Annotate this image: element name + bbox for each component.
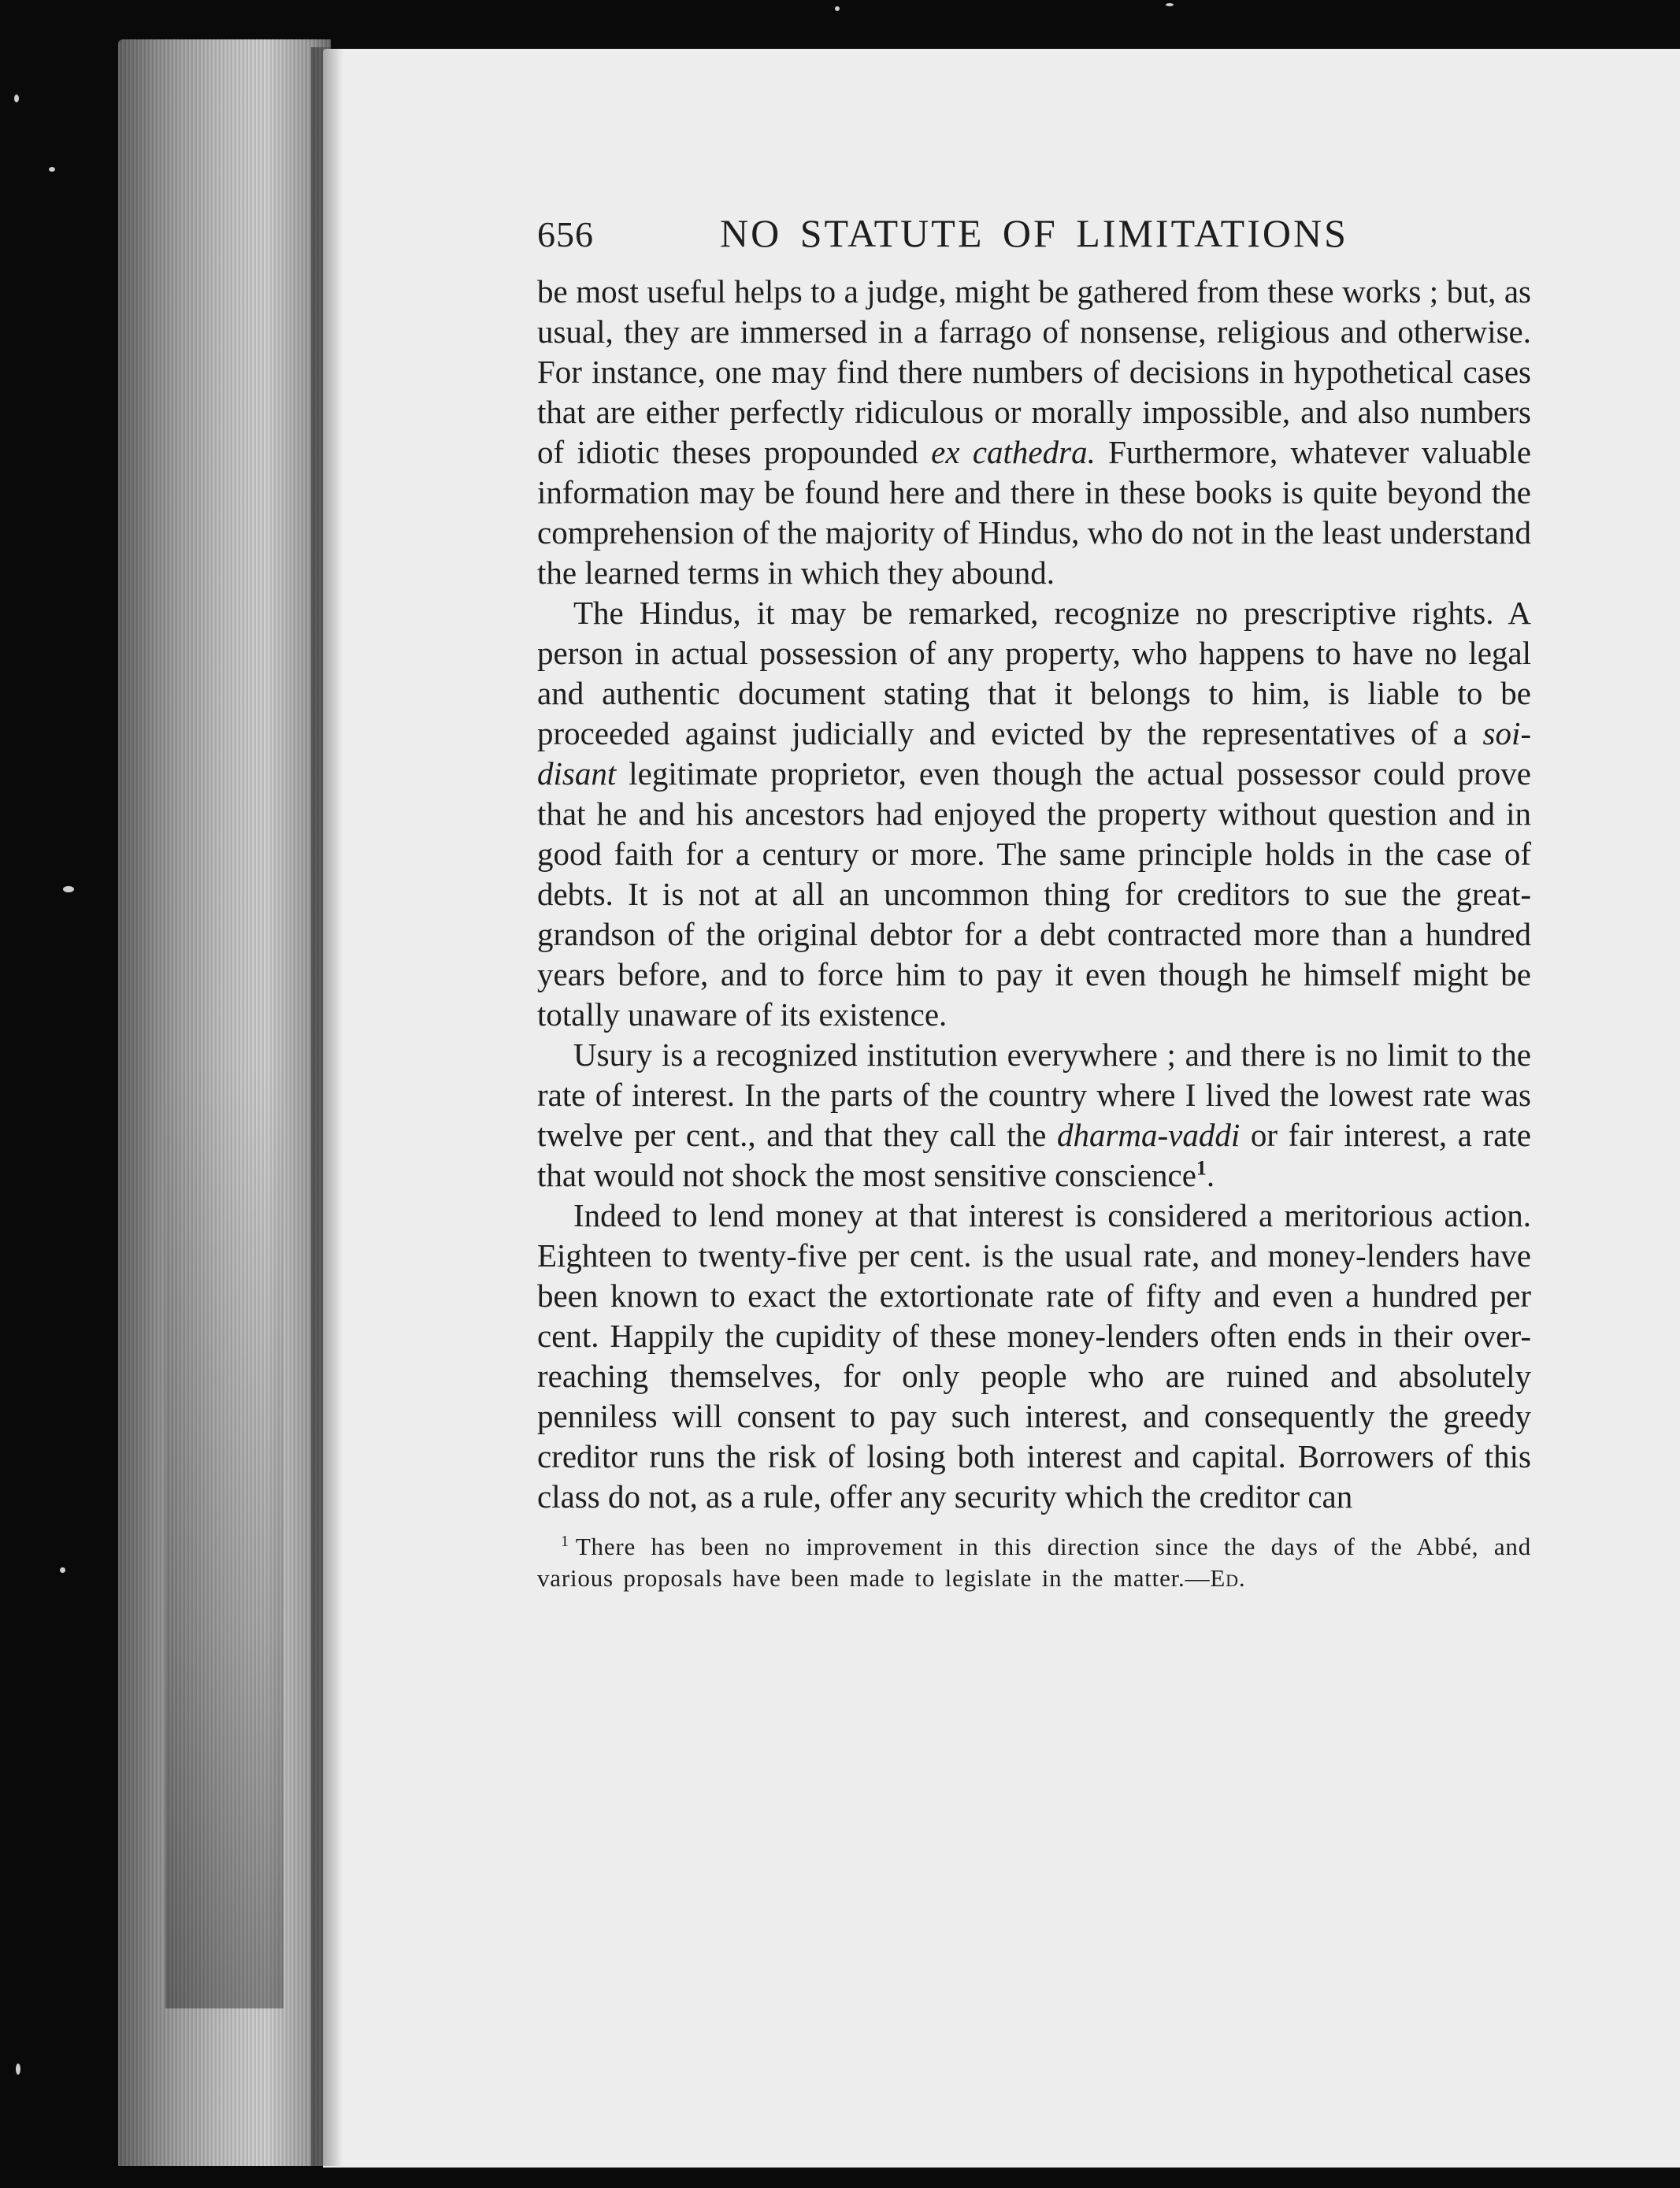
scan-speck <box>16 2064 20 2075</box>
paragraph-3-text-a: Usury is a recognized institution everywhere ; and there is no limit to the rate of interest. In the parts of the country where I lived the lowest rate was twelve per cent., and that they call the <box>537 1037 1531 1153</box>
footnote <box>537 1531 1531 1594</box>
paragraph-1-italic: ex cathedra. <box>931 434 1096 470</box>
footnote-signature: Ed. <box>1210 1564 1246 1592</box>
spine-shadow <box>311 47 343 2166</box>
scan-speck <box>49 167 55 172</box>
page-header <box>537 210 1531 278</box>
page <box>323 49 1680 2168</box>
footnote-text: There has been no improvement in this direction since the days of the Abbé, and various proposals have been made to legislate in the matter.— <box>537 1533 1531 1592</box>
page-number: 656 <box>537 214 594 254</box>
paragraph-1 <box>537 272 1531 593</box>
paragraph-3-text-b: or fair interest, a rate that would not shock the most sensitive conscience <box>537 1117 1531 1193</box>
scan-speck <box>14 95 19 102</box>
paragraph-3-italic: dharma-vaddi <box>1056 1117 1241 1153</box>
footnote-reference: 1 <box>1196 1156 1207 1180</box>
paragraph-2-italic: soi-disant <box>537 715 1531 792</box>
paragraph-3-end: . <box>1206 1157 1215 1193</box>
text-block <box>537 210 1531 1594</box>
scan-speck <box>835 6 840 11</box>
paragraph-2 <box>537 593 1531 1035</box>
paragraph-2-text-b: legitimate proprietor, even though the actual possessor could prove that he and his ancestors had enjoyed the property without question and in good faith for a century or more. The same principle holds in the case of debts. It is not at all an uncommon thing for creditors to sue the great-grandson of the original debtor for a debt contracted more than a hundred years before, and to force him to pay it even though he himself might be totally unaware of its existence. <box>537 755 1531 1033</box>
scan-speck <box>63 886 74 892</box>
body-text <box>537 272 1531 1517</box>
running-head: NO STATUTE OF LIMITATIONS <box>720 211 1348 255</box>
scan-speck <box>1166 3 1174 6</box>
paragraph-1-tail: Furthermore, whatever valuable information may be found here and there in these books is quite beyond the comprehension of the majority of Hindus, who do not in the least understand the learned terms in which they abound. <box>537 434 1532 591</box>
scan-speck <box>60 1567 65 1573</box>
paragraph-2-text-a: The Hindus, it may be remarked, recognize no prescriptive rights. A person in actual possession of any property, who happens to have no legal and authentic document stating that it belongs to him, is liable to be proceeded against judicially and evicted by the representatives of a <box>537 595 1531 751</box>
book-page-edges <box>118 39 331 2166</box>
paragraph-4: Indeed to lend money at that interest is considered a meritorious action. Eighteen to twenty-five per cent. is the usual rate, and money-lenders have been known to exact the extortionate rate of fifty and even a hundred per cent. Happily the cupidity of these money-lenders often ends in their over-reaching themselves, for only people who are ruined and absolutely penniless will consent to pay such interest, and consequently the greedy creditor runs the risk of losing both interest and capital. Borrowers of this class do not, as a rule, offer any security which the creditor can <box>537 1197 1531 1515</box>
paragraph-3 <box>537 1035 1531 1196</box>
footnote-mark: 1 <box>561 1532 569 1550</box>
paragraph-1-text: be most useful helps to a judge, might be gathered from these works ; but, as usual, they are immersed in a farrago of nonsense, religious and otherwise. For instance, one may find there numbers of decisions in hypothetical cases that are either perfectly ridiculous or morally impossible, and also numbers of idiotic theses propounded <box>537 273 1531 470</box>
